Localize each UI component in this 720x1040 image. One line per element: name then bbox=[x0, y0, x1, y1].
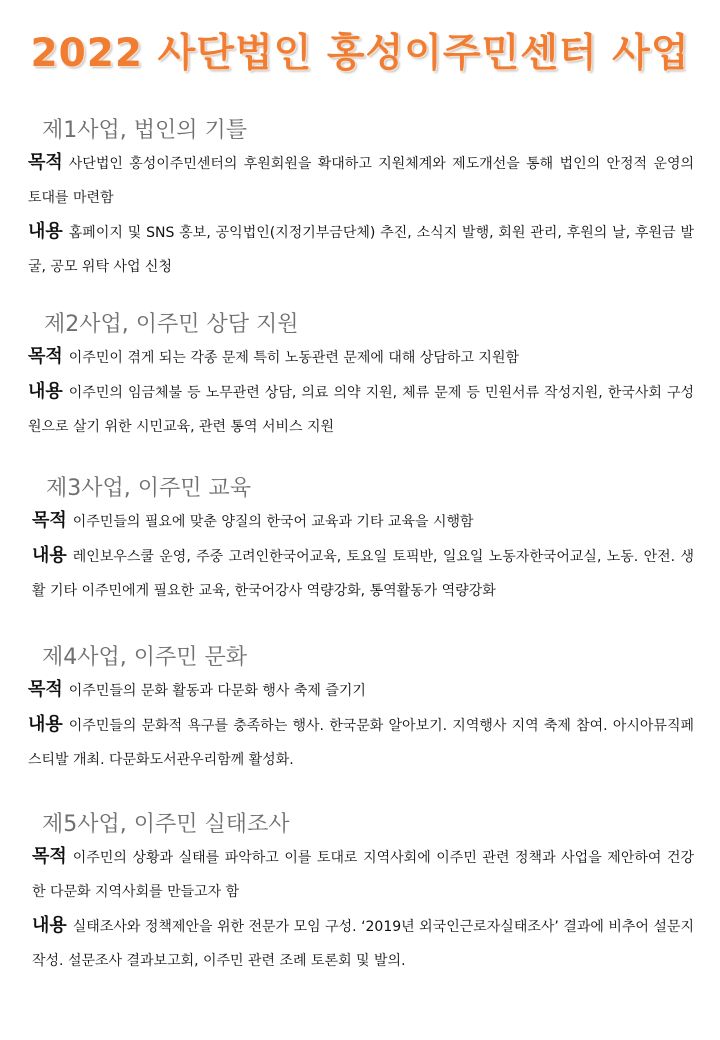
purpose-label: 목적 bbox=[28, 679, 63, 700]
content-row bbox=[28, 375, 694, 444]
section-heading: 제5사업, 이주민 실태조사 bbox=[42, 812, 290, 837]
section-4 bbox=[28, 643, 694, 777]
content-text: 홈페이지 및 SNS 홍보, 공익법인(지정기부금단체) 추진, 소식지 발행, 회원 관리, 후원의 날, 후원금 발굴, 공모 위탁 사업 신청 bbox=[28, 225, 694, 275]
purpose-label: 목적 bbox=[28, 346, 63, 367]
content-row bbox=[28, 708, 694, 777]
purpose-text: 이주민들의 필요에 맞춘 양질의 한국어 교육과 기타 교육을 시행함 bbox=[72, 514, 474, 530]
purpose-text: 이주민이 겪게 되는 각종 문제 특히 노동관련 문제에 대해 상담하고 지원함 bbox=[68, 350, 520, 366]
content-label: 내용 bbox=[28, 381, 63, 402]
purpose-text: 이주민의 상황과 실태를 파악하고 이를 토대로 지역사회에 이주민 관련 정책과 사업을 제안하여 건강한 다문화 지역사회를 만들고자 함 bbox=[32, 850, 694, 900]
content-label: 내용 bbox=[32, 915, 67, 936]
purpose-row bbox=[32, 840, 694, 909]
purpose-row bbox=[28, 340, 694, 375]
purpose-label: 목적 bbox=[28, 152, 63, 173]
section-5 bbox=[32, 810, 694, 978]
purpose-row bbox=[28, 146, 694, 215]
section-2 bbox=[28, 310, 694, 444]
content-label: 내용 bbox=[28, 714, 63, 735]
section-heading: 제3사업, 이주민 교육 bbox=[46, 476, 251, 501]
content-text: 레인보우스쿨 운영, 주중 고려인한국어교육, 토요일 토픽반, 일요일 노동자한국어교실, 노동. 안전. 생활 기타 이주민에게 필요한 교육, 한국어강사 역량강화, 통역활동가 역량강화 bbox=[32, 549, 694, 599]
purpose-label: 목적 bbox=[32, 510, 67, 531]
section-heading: 제2사업, 이주민 상담 지원 bbox=[44, 312, 299, 337]
purpose-text: 이주민들의 문화 활동과 다문화 행사 축제 즐기기 bbox=[68, 683, 366, 699]
content-row bbox=[32, 539, 694, 608]
purpose-text: 사단법인 홍성이주민센터의 후원회원을 확대하고 지원체계와 제도개선을 통해 법인의 안정적 운영의 토대를 마련함 bbox=[28, 156, 694, 206]
section-1 bbox=[28, 116, 694, 284]
section-heading: 제4사업, 이주민 문화 bbox=[42, 645, 247, 670]
content-row bbox=[28, 215, 694, 284]
section-heading: 제1사업, 법인의 기틀 bbox=[42, 118, 247, 143]
content-row bbox=[32, 909, 694, 978]
purpose-row bbox=[32, 504, 694, 539]
purpose-row bbox=[28, 673, 694, 708]
content-label: 내용 bbox=[28, 221, 63, 242]
content-text: 이주민들의 문화적 욕구를 충족하는 행사. 한국문화 알아보기. 지역행사 지역 축제 참여. 아시아뮤직페스티발 개최. 다문화도서관우리함께 활성화. bbox=[28, 718, 694, 768]
page-title: 2022 사단법인 홍성이주민센터 사업 bbox=[30, 31, 690, 76]
content-text: 이주민의 임금체불 등 노무관련 상담, 의료 의약 지원, 체류 문제 등 민원서류 작성지원, 한국사회 구성원으로 살기 위한 시민교육, 관련 통역 서비스 지원 bbox=[28, 385, 694, 435]
content-text: 실태조사와 정책제안을 위한 전문가 모임 구성. ‘2019년 외국인근로자실태조사’ 결과에 비추어 설문지 작성. 설문조사 결과보고회, 이주민 관련 조례 토론회 및 발의. bbox=[32, 919, 694, 969]
content-label: 내용 bbox=[32, 545, 67, 566]
purpose-label: 목적 bbox=[32, 846, 67, 867]
section-3 bbox=[32, 474, 694, 608]
